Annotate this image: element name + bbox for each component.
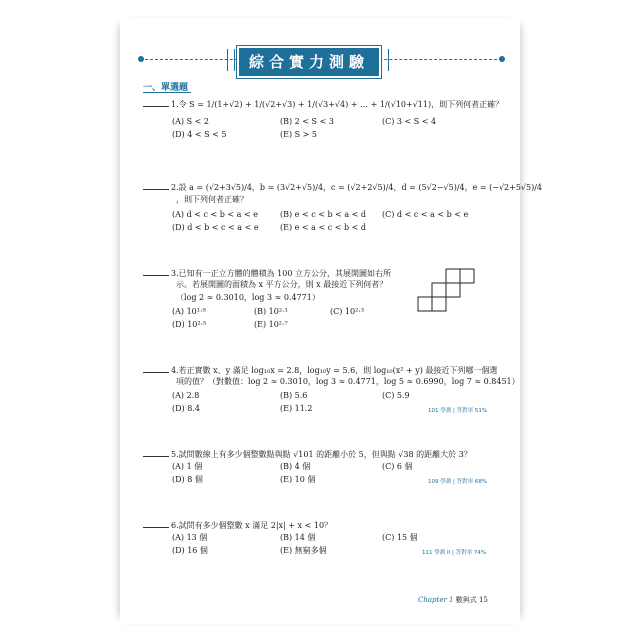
q2-option-a[interactable]: (A) d < c < b < a < e (172, 210, 258, 219)
q6-exam-tag: 111 學測 II | 答對率 74% (422, 550, 487, 556)
question-4-text: 4.若正實數 x、y 滿足 log₁₀x = 2.8，log₁₀y = 5.6，則 log₁₀(x² + y) 最接近下列哪一個選 (171, 366, 498, 375)
banner-bracket-right (381, 49, 389, 71)
question-2-stem-cont: ，則下列何者正確？ (176, 195, 248, 204)
q6-option-e[interactable]: (E) 無窮多個 (280, 546, 327, 555)
answer-blank-3[interactable] (143, 266, 169, 276)
section-underline (143, 92, 191, 93)
q4-option-e[interactable]: (E) 11.2 (280, 404, 313, 413)
q4-exam-year: 101 學測 (428, 408, 452, 414)
question-5-text: 5.試問數線上有多少個整數點與點 √101 的距離小於 5，但與點 √38 的距離大於 3？ (171, 450, 472, 459)
question-4-stem-cont: 項的值？（對數值：log 2 ≈ 0.3010，log 3 ≈ 0.4771，log 5 ≈ 0.6990，log 7 ≈ 0.8451） (176, 377, 520, 386)
question-3-text: 3.已知有一正立方體的體積為 100 立方公分，其展開圖如右所 (171, 269, 391, 278)
net-face-4 (446, 283, 460, 297)
q3-option-e[interactable]: (E) 10²·⁷ (254, 320, 288, 329)
q4-option-c[interactable]: (C) 5.9 (382, 391, 410, 400)
net-face-2 (460, 269, 474, 283)
q4-option-a[interactable]: (A) 2.8 (172, 391, 200, 400)
net-face-3 (432, 283, 446, 297)
q5-option-c[interactable]: (C) 6 個 (382, 462, 413, 471)
cube-net-figure (416, 268, 488, 322)
answer-blank-4[interactable] (143, 363, 169, 373)
q5-option-a[interactable]: (A) 1 個 (172, 462, 203, 471)
net-face-6 (432, 297, 446, 311)
answer-blank-1[interactable] (143, 97, 169, 107)
question-5-stem (143, 447, 472, 460)
q3-option-b[interactable]: (B) 10²·¹ (254, 307, 288, 316)
q4-correct-rate: 答對率 51% (456, 408, 488, 414)
q5-correct-rate: 答對率 68% (456, 479, 488, 485)
question-1-stem (143, 97, 503, 110)
q6-option-d[interactable]: (D) 16 個 (172, 546, 208, 555)
banner-bracket-left (227, 49, 235, 71)
q5-exam-tag: 109 學測 | 答對率 68% (428, 479, 488, 485)
answer-blank-6[interactable] (143, 518, 169, 528)
answer-blank-2[interactable] (143, 180, 169, 190)
q2-option-d[interactable]: (D) d < b < c < a < e (172, 223, 259, 232)
footer-page-number: 15 (478, 596, 488, 604)
footer-chapter: Chapter 1 (418, 596, 454, 604)
banner-title: 綜合實力測驗 (237, 46, 381, 78)
q3-option-d[interactable]: (D) 10²·⁵ (172, 320, 207, 329)
q6-option-a[interactable]: (A) 13 個 (172, 533, 208, 542)
q2-option-e[interactable]: (E) e < a < c < b < d (280, 223, 367, 232)
question-6-text: 6.試問有多少個整數 x 滿足 2|x| + x < 10？ (171, 521, 333, 530)
q3-option-c[interactable]: (C) 10²·³ (330, 307, 365, 316)
question-3-stem-cont: 示。若展開圖的面積為 x 平方公分，則 x 最接近下列何者？ (176, 280, 388, 289)
q1-option-b[interactable]: (B) 2 < S < 3 (280, 117, 334, 126)
q1-option-e[interactable]: (E) S > 5 (280, 130, 317, 139)
q4-option-b[interactable]: (B) 5.6 (280, 391, 308, 400)
q4-option-d[interactable]: (D) 8.4 (172, 404, 200, 413)
q4-exam-tag: 101 學測 | 答對率 51% (428, 408, 488, 414)
q6-option-b[interactable]: (B) 14 個 (280, 533, 316, 542)
question-2-text: 2.設 a = (√2+3√5)/4，b = (3√2+√5)/4，c = (√2+2√5)/4，d = (5√2−√5)/4，e = (−√2+5√5)/4 (171, 183, 543, 192)
q2-option-c[interactable]: (C) d < c < a < b < e (382, 210, 469, 219)
q1-option-d[interactable]: (D) 4 < S < 5 (172, 130, 227, 139)
section-title: 一、單選題 (143, 83, 189, 93)
question-3-log-values: （log 2 ≈ 0.3010，log 3 ≈ 0.4771） (176, 293, 320, 302)
q2-option-b[interactable]: (B) e < c < b < a < d (280, 210, 367, 219)
footer-chapter-title: 數與式 (455, 596, 477, 604)
question-4-stem (143, 363, 497, 376)
q1-option-c[interactable]: (C) 3 < S < 4 (382, 117, 437, 126)
q5-option-b[interactable]: (B) 4 個 (280, 462, 311, 471)
question-3-stem (143, 266, 391, 279)
q5-exam-year: 109 學測 (428, 479, 452, 485)
q6-exam-year: 111 學測 II (422, 550, 451, 556)
page-footer (418, 595, 488, 605)
q6-correct-rate: 答對率 74% (455, 550, 487, 556)
banner-dot-right (499, 56, 505, 62)
net-face-1 (446, 269, 460, 283)
q3-option-a[interactable]: (A) 10¹·⁹ (172, 307, 206, 316)
answer-blank-5[interactable] (143, 447, 169, 457)
net-face-5 (418, 297, 432, 311)
q5-option-d[interactable]: (D) 8 個 (172, 475, 203, 484)
question-1-text: 1.令 S = 1/(1+√2) + 1/(√2+√3) + 1/(√3+√4) + … + 1/(√10+√11)，則下列何者正確？ (171, 100, 504, 109)
question-2-stem (143, 180, 542, 193)
question-6-stem (143, 518, 332, 531)
q5-option-e[interactable]: (E) 10 個 (280, 475, 316, 484)
q6-option-c[interactable]: (C) 15 個 (382, 533, 418, 542)
q1-option-a[interactable]: (A) S < 2 (172, 117, 209, 126)
banner-dot-left (138, 56, 144, 62)
